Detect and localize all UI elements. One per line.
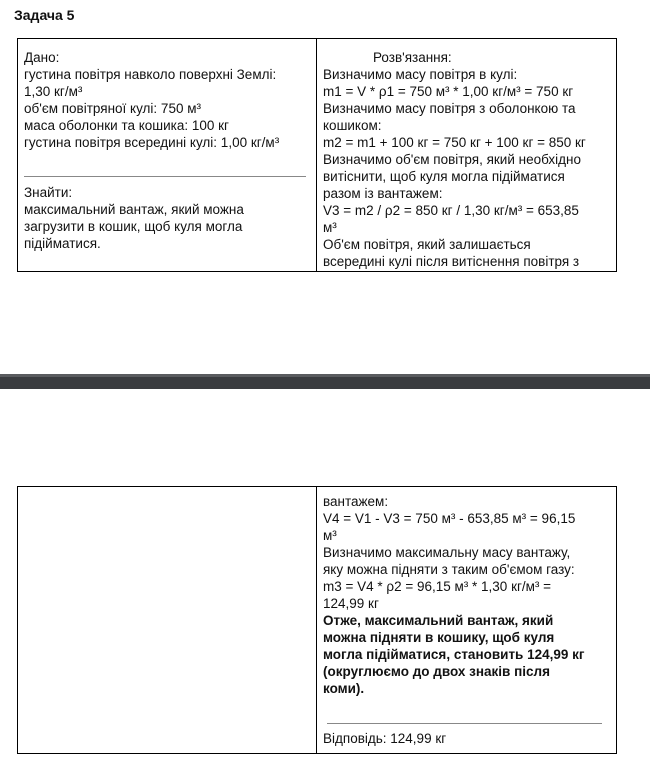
solution-line: м³ bbox=[323, 528, 337, 543]
conclusion-line: можна підняти в кошику, щоб куля bbox=[323, 630, 555, 645]
given-list bbox=[24, 66, 310, 151]
solution-line: Об'єм повітря, який залишається bbox=[323, 237, 531, 252]
solution-table-bottom bbox=[17, 486, 617, 754]
solution-table-top bbox=[17, 38, 617, 272]
solution-column bbox=[317, 39, 616, 271]
conclusion-line: Отже, максимальний вантаж, який bbox=[323, 613, 554, 628]
solution-line: разом із вантажем: bbox=[323, 186, 443, 201]
answer-separator bbox=[327, 723, 602, 724]
conclusion-line: (округлюємо до двох знаків після bbox=[323, 664, 550, 679]
solution-line: вантажем: bbox=[323, 494, 389, 509]
given-find-separator bbox=[24, 176, 306, 177]
conclusion-line: могла підійматися, становить 124,99 кг bbox=[323, 647, 585, 662]
given-line: густина повітря навколо поверхні Землі: bbox=[24, 67, 277, 82]
page-break-bar bbox=[0, 374, 650, 389]
conclusion bbox=[323, 612, 610, 697]
given-line: об'єм повітряної кулі: 750 м³ bbox=[24, 101, 201, 116]
answer-line: Відповідь: 124,99 кг bbox=[323, 731, 447, 746]
solution-line: кошиком: bbox=[323, 118, 382, 133]
find-line: підійматися. bbox=[24, 236, 101, 251]
given-line: густина повітря всередині кулі: 1,00 кг/м³ bbox=[24, 135, 280, 150]
find-header: Знайти: bbox=[24, 185, 73, 200]
solution-line: Визначимо масу повітря в кулі: bbox=[323, 67, 518, 82]
solution-line: Визначимо максимальну масу вантажу, bbox=[323, 545, 571, 560]
solution-line: m2 = m1 + 100 кг = 750 кг + 100 кг = 850 кг bbox=[323, 135, 586, 150]
find-line: максимальний вантаж, який можна bbox=[24, 202, 244, 217]
solution-line: Визначимо масу повітря з оболонкою та bbox=[323, 101, 576, 116]
solution-line: Визначимо об'єм повітря, який необхідно bbox=[323, 152, 581, 167]
solution-line: яку можна підняти з таким об'ємом газу: bbox=[323, 562, 575, 577]
conclusion-line: коми). bbox=[323, 681, 365, 696]
solution-line: m1 = V * ρ1 = 750 м³ * 1,00 кг/м³ = 750 кг bbox=[323, 84, 574, 99]
given-line: маса оболонки та кошика: 100 кг bbox=[24, 118, 229, 133]
solution-line: m3 = V4 * ρ2 = 96,15 м³ * 1,30 кг/м³ = bbox=[323, 579, 552, 594]
given-header: Дано: bbox=[24, 50, 60, 65]
find-line: загрузити в кошик, щоб куля могла bbox=[24, 219, 243, 234]
solution-line: м³ bbox=[323, 220, 337, 235]
solution-line: 124,99 кг bbox=[323, 596, 379, 611]
solution-line: V4 = V1 - V3 = 750 м³ - 653,85 м³ = 96,15 bbox=[323, 511, 576, 526]
task-title: Задача 5 bbox=[14, 7, 75, 23]
given-column-continued bbox=[18, 487, 317, 753]
solution-line: витіснити, щоб куля могла підійматися bbox=[323, 169, 565, 184]
given-line: 1,30 кг/м³ bbox=[24, 84, 83, 99]
given-column bbox=[18, 39, 317, 271]
solution-column-continued bbox=[317, 487, 616, 753]
solution-header: Розв'язання: bbox=[373, 50, 452, 65]
solution-line: всередині кулі після витіснення повітря з bbox=[323, 254, 580, 269]
solution-line: V3 = m2 / ρ2 = 850 кг / 1,30 кг/м³ = 653,85 bbox=[323, 203, 579, 218]
